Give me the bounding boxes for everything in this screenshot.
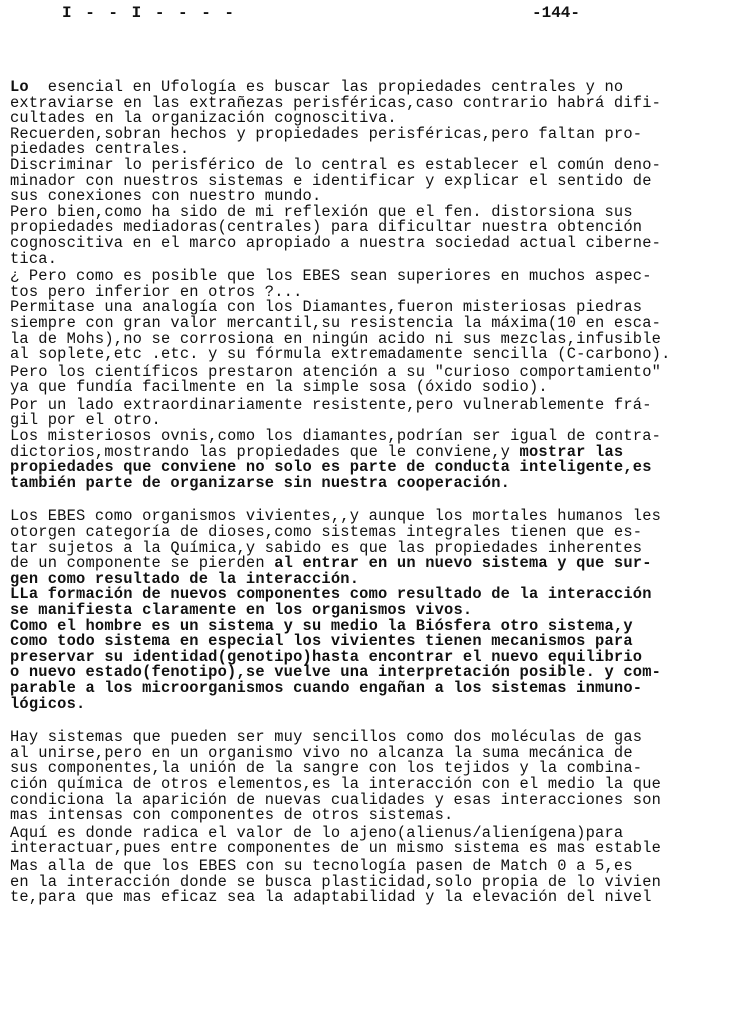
page-number: -144- [532, 4, 581, 22]
bold-text: lógicos. [10, 694, 86, 713]
text-line [10, 678, 750, 697]
text-run: Mas alla de que los EBES con su tecnología pasen de Match 0 a 5,es [10, 856, 633, 875]
text-run: Los EBES como organismos vivientes,,y aunque los mortales humanos les [10, 507, 662, 526]
text-line [10, 380, 750, 396]
bold-text: Como el hombre es un sistema y su medio la Biósfera otro sistema,y [10, 616, 633, 635]
text-line [10, 890, 750, 906]
bold-text: gen como resultado de la interacción. [10, 569, 360, 588]
text-line [10, 233, 750, 252]
text-run: condiciona la aparición de nuevas cualidades y esas interacciones son [10, 790, 662, 809]
text-line [10, 841, 750, 857]
bold-text: propiedades que conviene no solo es parte de conducta inteligente,es [10, 458, 652, 477]
text-run: la de Mohs),no se corrosiona en ningún acido ni sus mezclas,infusible [10, 329, 662, 348]
text-run: ción química de otros elementos,es la interacción con el medio la que [10, 774, 662, 793]
text-run: Los misteriosos ovnis,como los diamantes,podrían ser igual de contra- [10, 427, 662, 446]
text-line [10, 347, 750, 363]
text-run: Pero los científicos prestaron atención a su "curioso comportamiento" [10, 362, 662, 381]
text-run: te,para que mas eficaz sea la adaptabilidad y la elevación del nivel [10, 888, 652, 907]
text-run: minador con nuestros sistemas e identificar y explicar el sentido de [10, 171, 652, 190]
text-run: tica. [10, 249, 58, 268]
text-run: esencial en Ufología es buscar las propiedades centrales y no [28, 78, 624, 96]
text-run: cultades en la organización cognoscitiva. [10, 109, 397, 128]
bold-text: parable a los microorganismos cuando engañan a los sistemas inmuno- [10, 678, 643, 697]
text-run: Recuerden,sobran hechos y propiedades perisféricas,pero faltan pro- [10, 124, 643, 143]
paragraph [10, 269, 750, 363]
text-run: al unirse,pero en un organismo vivo no alcanza la suma mecánica de [10, 743, 633, 762]
text-run: ¿ Pero como es posible que los EBES sean superiores en muchos aspec- [10, 267, 652, 286]
text-run: Permitase una analogía con los Diamantes,fueron misteriosas piedras [10, 298, 643, 317]
text-run: Aquí es donde radica el valor de lo ajeno(alienus/alienígena)para [10, 823, 624, 842]
paragraph [10, 823, 750, 858]
text-run: Pero bien,como ha sido de mi reflexión que el fen. distorsiona sus [10, 202, 633, 221]
text-run: mas intensas con componentes de otros sistemas. [10, 806, 454, 825]
bold-text: Lo [10, 78, 29, 96]
bold-text: o nuevo estado(fenotipo),se vuelve una interpretación posible. y com- [10, 663, 662, 682]
paragraph [10, 856, 750, 907]
bold-text: al entrar en un nuevo sistema y que sur- [274, 554, 652, 573]
paragraph [10, 362, 750, 397]
text-run: interactuar,pues entre componentes de un mismo sistema es mas estable [10, 839, 662, 858]
text-run: sus componentes,la unión de la sangre con los tejidos y la combina- [10, 759, 643, 778]
text-run: ya que fundía facilmente en la simple sosa (óxido sodio). [10, 378, 548, 397]
text-run: tar sujetos a la Química,y sabido es que las propiedades inherentes [10, 538, 643, 557]
text-run: Discriminar lo perisférico de lo central es establecer el común deno- [10, 155, 662, 174]
text-run: dictorios,mostrando las propiedades que le conviene,y [10, 442, 520, 461]
bold-text: LLa formación de nuevos componentes como resultado de la interacción [10, 585, 652, 604]
text-run: otorgen categoría de dioses,como sistemas integrales tienen que es- [10, 523, 643, 542]
text-run: tos pero inferior en otros ?... [10, 282, 303, 301]
text-run: siempre con gran valor mercantil,su resistencia la máxima(10 en esca- [10, 313, 662, 332]
text-run: gil por el otro. [10, 411, 161, 430]
paragraph [10, 730, 750, 824]
paragraph [10, 80, 750, 267]
text-run: cognoscitiva en el marco apropiado a nuestra sociedad actual ciberne- [10, 233, 662, 252]
text-line [10, 249, 750, 268]
document-body [10, 80, 750, 908]
text-run: propiedades mediadoras(centrales) para dificultar nuestra obtención [10, 218, 643, 237]
text-line [10, 694, 750, 713]
text-run: Hay sistemas que pueden ser muy sencillos como dos moléculas de gas [10, 728, 643, 747]
page-header [0, 4, 753, 26]
text-line [10, 473, 750, 492]
text-run: de un componente se pierden [10, 554, 275, 573]
text-line [10, 808, 750, 824]
paragraph [10, 395, 750, 492]
text-run: extraviarse en las extrañezas perisféricas,caso contrario habrá difi- [10, 93, 662, 112]
bold-text: mostrar las [519, 442, 624, 461]
text-run: al soplete,etc .etc. y su fórmula extremadamente sencilla (C-carbono). [10, 345, 671, 364]
text-run: Por un lado extraordinariamente resistente,pero vulnerablemente frá- [10, 395, 652, 414]
text-run: piedades centrales. [10, 140, 190, 159]
bold-text: también parte de organizarse sin nuestra cooperación. [10, 473, 511, 492]
bold-text: preservar su identidad(genotipo)hasta encontrar el nuevo equilibrio [10, 647, 643, 666]
bold-text: como todo sistema en especial los vivientes tienen mecanismos para [10, 632, 633, 651]
bold-text: se manifiesta claramente en los organismos vivos. [10, 601, 473, 619]
text-run: en la interacción donde se busca plasticidad,solo propia de lo vivien [10, 872, 662, 891]
header-marks: I - - I - - - - [62, 4, 237, 22]
text-run: sus conexiones con nuestro mundo. [10, 187, 322, 206]
paragraph [10, 509, 750, 712]
